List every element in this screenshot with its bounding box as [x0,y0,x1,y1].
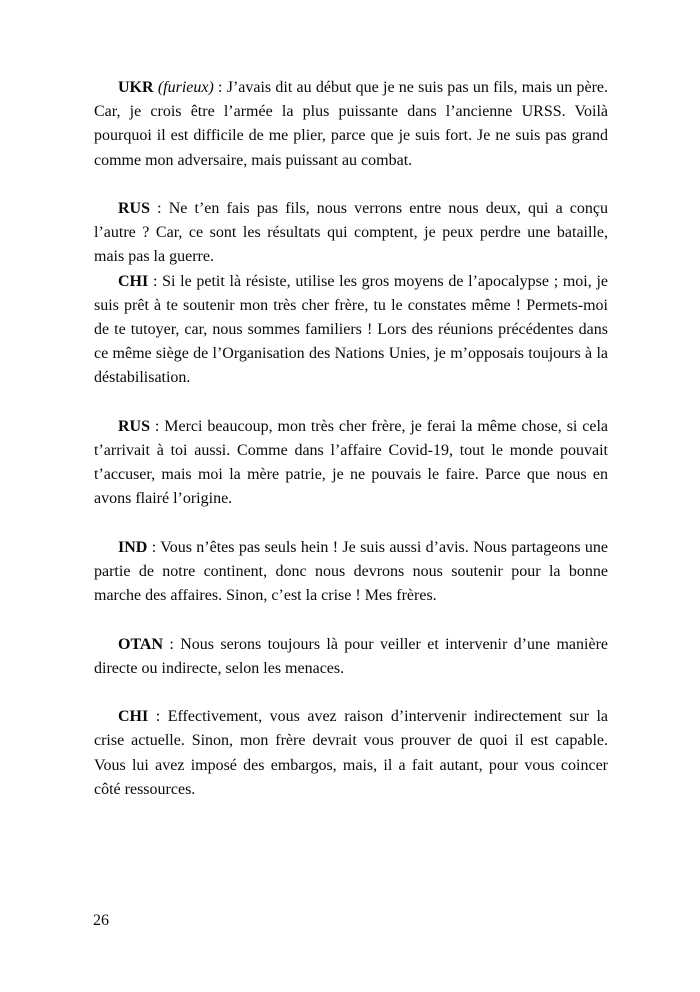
paragraph-text: : Merci beaucoup, mon très cher frère, je ferai la même chose, si cela t’arrivait à toi aussi. Comme dans l’affaire Covid-19, tout le monde pouvait t’accuser, mais moi la mère patrie, je ne pouvais le faire. Parce que nous en avons flairé l’origine. [94,417,609,508]
speaker-label: RUS [118,417,151,435]
paragraph-text: : Vous n’êtes pas seuls hein ! Je suis aussi d’avis. Nous partageons une partie de notre continent, donc nous devrons nous soutenir pour la bonne marche des affaires. Sinon, c’est la crise ! Mes frères. [94,538,609,605]
paragraph-text: : J’avais dit au début que je ne suis pas un fils, mais un père. Car, je crois être l’armée la plus puissante dans l’ancienne URSS. Voilà pourquoi il est difficile de me plier, parce que je suis fort. Je ne suis pas grand comme mon adversaire, mais puissant au combat. [94,79,609,169]
dialogue-paragraph-chi-1 [94,270,608,391]
page-number: 26 [93,912,109,929]
dialogue-paragraph-ukr [94,76,608,173]
dialogue-text-block [94,76,608,802]
paragraph-text: : Nous serons toujours là pour veiller et intervenir d’une manière directe ou indirecte, selon les menaces. [94,635,608,677]
speaker-label: IND [118,538,148,556]
paragraph-text: : Si le petit là résiste, utilise les gros moyens de l’apocalypse ; moi, je suis prêt à te soutenir mon très cher frère, tu le constates même ! Permets-moi de te tutoyer, car, nous sommes familiers ! Lors des réunions précédentes dans ce même siège de l’Organisation des Nations Unies, je m’opposais toujours à la déstabilisation. [94,272,608,387]
speaker-label: RUS [118,200,151,217]
dialogue-paragraph-rus-1 [94,197,608,270]
paragraph-text: : Effectivement, vous avez raison d’intervenir indirectement sur la crise actuelle. Sinon, mon frère devrait vous prouver de quoi il est capable. Vous lui avez imposé des embargos, mais, il a fait autant, pour vous coincer côté ressources. [94,708,608,798]
speaker-label: CHI [118,272,149,290]
paragraph-text: : Ne t’en fais pas fils, nous verrons entre nous deux, qui a conçu l’autre ? Car, ce sont les résultats qui comptent, je peux perdre une bataille, mais pas la guerre. [94,200,608,266]
speaker-label: OTAN [118,635,164,653]
dialogue-paragraph-rus-2 [94,415,608,512]
stage-direction: (furieux) [157,79,214,96]
dialogue-paragraph-chi-2 [94,705,608,802]
dialogue-paragraph-ind [94,536,608,609]
speaker-label: CHI [118,708,149,726]
dialogue-paragraph-otan [94,633,608,681]
speaker-label: UKR [118,79,154,96]
